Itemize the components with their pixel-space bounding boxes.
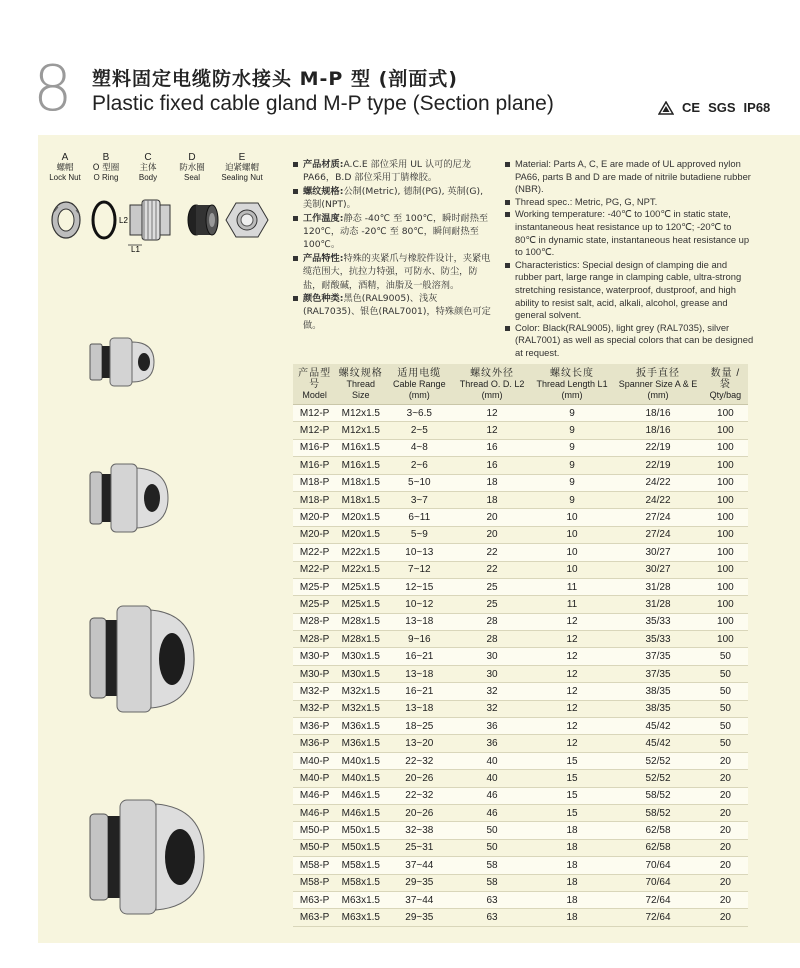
table-row xyxy=(293,457,748,474)
table-cell: 37/35 xyxy=(613,665,702,682)
table-cell: 72/64 xyxy=(613,909,702,926)
table-cell: 100 xyxy=(703,596,748,613)
table-cell: M16-P xyxy=(293,457,336,474)
table-cell: 31/28 xyxy=(613,596,702,613)
spec-en-item: Material: Parts A, C, E are made of UL approved nylon PA66, parts B and D are made of nitrile butadiene rubber (NBR). xyxy=(505,158,755,196)
table-cell: 18 xyxy=(531,891,613,908)
table-cell: 22 xyxy=(453,544,531,561)
table-cell: 9 xyxy=(531,422,613,439)
table-cell: 58/52 xyxy=(613,804,702,821)
table-cell: 62/58 xyxy=(613,839,702,856)
table-cell: 18 xyxy=(453,491,531,508)
exploded-parts-drawing xyxy=(46,195,276,255)
table-cell: M20x1.5 xyxy=(336,526,385,543)
table-row xyxy=(293,439,748,456)
table-cell: 20 xyxy=(703,804,748,821)
table-cell: 100 xyxy=(703,474,748,491)
table-cell: 30 xyxy=(453,648,531,665)
seal-drawing xyxy=(188,205,218,235)
column-header: 螺纹规格 Thread Size xyxy=(336,364,385,405)
table-cell: M25-P xyxy=(293,578,336,595)
part-c: C 主体 Body xyxy=(138,152,158,182)
table-cell: 13~18 xyxy=(385,700,453,717)
table-cell: 36 xyxy=(453,718,531,735)
table-cell: 100 xyxy=(703,509,748,526)
table-cell: 22/19 xyxy=(613,439,702,456)
table-cell: M12-P xyxy=(293,422,336,439)
table-cell: 38/35 xyxy=(613,700,702,717)
table-cell: 9 xyxy=(531,405,613,422)
table-cell: 50 xyxy=(453,839,531,856)
table-row xyxy=(293,857,748,874)
table-cell: 20 xyxy=(703,752,748,769)
table-row xyxy=(293,822,748,839)
table-cell: 50 xyxy=(703,683,748,700)
table-cell: 20 xyxy=(703,839,748,856)
table-cell: M58x1.5 xyxy=(336,857,385,874)
table-cell: M28-P xyxy=(293,613,336,630)
table-cell: M30x1.5 xyxy=(336,648,385,665)
table-cell: 22~32 xyxy=(385,752,453,769)
table-cell: 12 xyxy=(531,648,613,665)
table-cell: 12~15 xyxy=(385,578,453,595)
spec-en-item: Characteristics: Special design of clamping die and rubber part, large range in clamping cable, ultra-strong stretching resistance, waterproof, dustproof, and high ability to resist salt, acid, alkali, alcohol, grease and general solvent. xyxy=(505,259,755,322)
table-cell: M32-P xyxy=(293,700,336,717)
table-cell: 50 xyxy=(453,822,531,839)
table-cell: 20 xyxy=(453,509,531,526)
table-cell: 12 xyxy=(531,631,613,648)
spec-cn-item: 螺纹规格:公制(Metric), 德制(PG), 英制(G), 美制(NPT)。 xyxy=(293,185,493,212)
table-row xyxy=(293,631,748,648)
table-cell: 16~21 xyxy=(385,683,453,700)
table-cell: M58-P xyxy=(293,874,336,891)
table-cell: 32~38 xyxy=(385,822,453,839)
table-cell: 35/33 xyxy=(613,631,702,648)
table-header-row xyxy=(293,364,748,405)
table-row xyxy=(293,474,748,491)
table-cell: 12 xyxy=(453,405,531,422)
table-cell: 15 xyxy=(531,770,613,787)
table-row xyxy=(293,700,748,717)
table-cell: 20 xyxy=(703,822,748,839)
table-row xyxy=(293,561,748,578)
spec-cn-item: 颜色种类:黑色(RAL9005)、浅灰(RAL7035)、银色(RAL7001)，特殊颜色可定做。 xyxy=(293,292,493,332)
table-row xyxy=(293,909,748,926)
table-cell: 100 xyxy=(703,613,748,630)
table-row xyxy=(293,683,748,700)
table-cell: 100 xyxy=(703,439,748,456)
table-cell: 2~5 xyxy=(385,422,453,439)
table-body xyxy=(293,405,748,927)
section-number: 8 xyxy=(33,52,73,125)
table-cell: 18 xyxy=(531,874,613,891)
table-cell: 100 xyxy=(703,561,748,578)
table-cell: 30/27 xyxy=(613,544,702,561)
part-a: A 螺帽 Lock Nut xyxy=(49,152,81,182)
table-cell: 58/52 xyxy=(613,787,702,804)
title-english: Plastic fixed cable gland M-P type (Section plane) xyxy=(92,92,554,115)
table-cell: 100 xyxy=(703,544,748,561)
table-cell: 100 xyxy=(703,457,748,474)
table-row xyxy=(293,613,748,630)
table-cell: M63-P xyxy=(293,909,336,926)
part-b: B O 型圈 O Ring xyxy=(92,152,120,182)
table-cell: 37~44 xyxy=(385,857,453,874)
table-cell: 20 xyxy=(703,857,748,874)
table-cell: M20-P xyxy=(293,509,336,526)
specification-table xyxy=(293,364,748,927)
table-cell: 38/35 xyxy=(613,683,702,700)
table-cell: 20 xyxy=(703,770,748,787)
table-cell: 27/24 xyxy=(613,526,702,543)
table-cell: 58 xyxy=(453,874,531,891)
table-cell: 20 xyxy=(453,526,531,543)
table-row xyxy=(293,718,748,735)
table-cell: 13~20 xyxy=(385,735,453,752)
specs-english xyxy=(505,158,755,360)
table-cell: M58-P xyxy=(293,857,336,874)
table-cell: 22~32 xyxy=(385,787,453,804)
table-cell: 9 xyxy=(531,457,613,474)
page-header xyxy=(0,0,800,135)
gland-photo-small xyxy=(88,332,168,392)
table-cell: 10 xyxy=(531,544,613,561)
table-cell: M50-P xyxy=(293,822,336,839)
column-header: 数量 / 袋 Qty/bag xyxy=(703,364,748,405)
table-cell: M36x1.5 xyxy=(336,735,385,752)
table-cell: 100 xyxy=(703,631,748,648)
table-cell: M32x1.5 xyxy=(336,700,385,717)
table-cell: 10 xyxy=(531,526,613,543)
table-cell: 72/64 xyxy=(613,891,702,908)
table-cell: 7~12 xyxy=(385,561,453,578)
table-cell: 25 xyxy=(453,578,531,595)
table-cell: M50-P xyxy=(293,839,336,856)
table-cell: 4~8 xyxy=(385,439,453,456)
table-cell: 18~25 xyxy=(385,718,453,735)
table-cell: M40x1.5 xyxy=(336,770,385,787)
specs-chinese xyxy=(293,158,493,332)
table-cell: M30-P xyxy=(293,665,336,682)
table-cell: M40-P xyxy=(293,770,336,787)
table-cell: M12-P xyxy=(293,405,336,422)
table-cell: 16 xyxy=(453,457,531,474)
table-cell: 27/24 xyxy=(613,509,702,526)
table-cell: M22-P xyxy=(293,561,336,578)
table-cell: 10 xyxy=(531,509,613,526)
dimension-l2: L2 xyxy=(119,216,128,225)
table-cell: 22 xyxy=(453,561,531,578)
table-cell: M63-P xyxy=(293,891,336,908)
table-row xyxy=(293,491,748,508)
table-cell: 20~26 xyxy=(385,804,453,821)
table-row xyxy=(293,509,748,526)
title-chinese: 塑料固定电缆防水接头 M-P 型 (剖面式) xyxy=(92,68,458,90)
part-d: D 防水圈 Seal xyxy=(179,152,205,182)
table-cell: 20 xyxy=(703,909,748,926)
table-cell: 32 xyxy=(453,700,531,717)
table-cell: 50 xyxy=(703,665,748,682)
column-header: 产品型号 Model xyxy=(293,364,336,405)
table-cell: 36 xyxy=(453,735,531,752)
table-cell: 100 xyxy=(703,405,748,422)
table-row xyxy=(293,648,748,665)
ce-mark: CE xyxy=(682,100,701,115)
table-cell: 40 xyxy=(453,770,531,787)
table-cell: M30x1.5 xyxy=(336,665,385,682)
table-cell: 37/35 xyxy=(613,648,702,665)
table-cell: 29~35 xyxy=(385,874,453,891)
o-ring-drawing xyxy=(93,202,115,238)
table-cell: 28 xyxy=(453,631,531,648)
table-cell: M16-P xyxy=(293,439,336,456)
table-cell: 15 xyxy=(531,804,613,821)
table-cell: M36-P xyxy=(293,735,336,752)
part-e: E 迫紧螺帽 Sealing Nut xyxy=(221,152,263,182)
table-cell: 12 xyxy=(531,735,613,752)
table-cell: M22x1.5 xyxy=(336,544,385,561)
table-cell: 12 xyxy=(531,718,613,735)
table-cell: 32 xyxy=(453,683,531,700)
table-cell: 28 xyxy=(453,613,531,630)
table-cell: M32x1.5 xyxy=(336,683,385,700)
lock-nut-drawing xyxy=(52,202,80,238)
table-cell: 31/28 xyxy=(613,578,702,595)
table-cell: 24/22 xyxy=(613,474,702,491)
gland-photo-medium xyxy=(88,458,178,538)
table-cell: 20 xyxy=(703,874,748,891)
table-cell: 9 xyxy=(531,439,613,456)
table-cell: M25x1.5 xyxy=(336,596,385,613)
table-row xyxy=(293,422,748,439)
table-cell: 20 xyxy=(703,891,748,908)
table-cell: M12x1.5 xyxy=(336,405,385,422)
table-row xyxy=(293,578,748,595)
table-cell: M22x1.5 xyxy=(336,561,385,578)
table-cell: 100 xyxy=(703,491,748,508)
table-row xyxy=(293,596,748,613)
table-cell: 70/64 xyxy=(613,874,702,891)
table-row xyxy=(293,544,748,561)
table-cell: M40-P xyxy=(293,752,336,769)
certification-marks xyxy=(658,100,770,115)
table-row xyxy=(293,405,748,422)
table-row xyxy=(293,787,748,804)
table-cell: 18 xyxy=(531,909,613,926)
table-cell: 11 xyxy=(531,578,613,595)
table-cell: M46x1.5 xyxy=(336,787,385,804)
table-cell: 3~6.5 xyxy=(385,405,453,422)
table-cell: 50 xyxy=(703,700,748,717)
table-cell: M18x1.5 xyxy=(336,474,385,491)
table-cell: 100 xyxy=(703,422,748,439)
table-cell: 63 xyxy=(453,891,531,908)
table-cell: 6~11 xyxy=(385,509,453,526)
table-cell: M16x1.5 xyxy=(336,457,385,474)
table-cell: 5~9 xyxy=(385,526,453,543)
gland-photo-large xyxy=(88,598,198,720)
table-cell: 18/16 xyxy=(613,405,702,422)
table-cell: 16 xyxy=(453,439,531,456)
table-cell: M32-P xyxy=(293,683,336,700)
column-header: 适用电缆 Cable Range (mm) xyxy=(385,364,453,405)
table-cell: 40 xyxy=(453,752,531,769)
table-cell: M40x1.5 xyxy=(336,752,385,769)
table-row xyxy=(293,874,748,891)
table-cell: M50x1.5 xyxy=(336,839,385,856)
table-cell: M30-P xyxy=(293,648,336,665)
table-cell: 25~31 xyxy=(385,839,453,856)
table-row xyxy=(293,665,748,682)
table-row xyxy=(293,735,748,752)
table-cell: 13~18 xyxy=(385,665,453,682)
sealing-nut-drawing xyxy=(226,203,268,237)
table-cell: 24/22 xyxy=(613,491,702,508)
table-cell: 12 xyxy=(531,665,613,682)
table-cell: M46-P xyxy=(293,804,336,821)
spec-cn-item: 产品材质:A.C.E 部位采用 UL 认可的尼龙 PA66，B.D 部位采用丁腈橡胶。 xyxy=(293,158,493,185)
table-row xyxy=(293,839,748,856)
body-drawing xyxy=(119,200,170,254)
table-cell: M58x1.5 xyxy=(336,874,385,891)
table-cell: 46 xyxy=(453,787,531,804)
spec-en-item: Thread spec.: Metric, PG, G, NPT. xyxy=(505,196,755,209)
table-row xyxy=(293,770,748,787)
table-cell: 15 xyxy=(531,787,613,804)
spec-cn-item: 工作温度:静态 -40℃ 至 100℃，瞬时耐热至 120℃，动态 -20℃ 至 80℃，瞬间耐热至 100℃。 xyxy=(293,212,493,252)
table-cell: 11 xyxy=(531,596,613,613)
table-cell: M63x1.5 xyxy=(336,909,385,926)
table-cell: 25 xyxy=(453,596,531,613)
table-cell: 20~26 xyxy=(385,770,453,787)
table-cell: 12 xyxy=(453,422,531,439)
table-cell: 37~44 xyxy=(385,891,453,908)
table-cell: 15 xyxy=(531,752,613,769)
table-cell: 45/42 xyxy=(613,735,702,752)
table-cell: 46 xyxy=(453,804,531,821)
table-cell: 18 xyxy=(531,857,613,874)
table-cell: 100 xyxy=(703,526,748,543)
table-cell: 30/27 xyxy=(613,561,702,578)
dimension-l1: L1 xyxy=(131,245,140,254)
table-cell: M18x1.5 xyxy=(336,491,385,508)
table-cell: 18/16 xyxy=(613,422,702,439)
table-cell: 16~21 xyxy=(385,648,453,665)
table-cell: M12x1.5 xyxy=(336,422,385,439)
table-cell: 63 xyxy=(453,909,531,926)
table-cell: 20 xyxy=(703,787,748,804)
table-cell: M22-P xyxy=(293,544,336,561)
table-cell: 9~16 xyxy=(385,631,453,648)
table-cell: 29~35 xyxy=(385,909,453,926)
table-cell: 58 xyxy=(453,857,531,874)
table-cell: 10~12 xyxy=(385,596,453,613)
table-cell: 3~7 xyxy=(385,491,453,508)
table-cell: 12 xyxy=(531,700,613,717)
ip68-mark: IP68 xyxy=(743,100,771,115)
sgs-mark: SGS xyxy=(708,100,736,115)
table-cell: 50 xyxy=(703,718,748,735)
table-cell: 18 xyxy=(453,474,531,491)
column-header: 扳手直径 Spanner Size A & E (mm) xyxy=(613,364,702,405)
table-cell: 18 xyxy=(531,839,613,856)
table-cell: M25-P xyxy=(293,596,336,613)
table-cell: 9 xyxy=(531,474,613,491)
table-row xyxy=(293,752,748,769)
table-cell: 45/42 xyxy=(613,718,702,735)
table-cell: 5~10 xyxy=(385,474,453,491)
table-cell: M18-P xyxy=(293,491,336,508)
table-cell: M36-P xyxy=(293,718,336,735)
table-cell: M20x1.5 xyxy=(336,509,385,526)
table-cell: 18 xyxy=(531,822,613,839)
table-row xyxy=(293,804,748,821)
table-cell: 35/33 xyxy=(613,613,702,630)
table-cell: M20-P xyxy=(293,526,336,543)
table-cell: M46-P xyxy=(293,787,336,804)
table-cell: 52/52 xyxy=(613,752,702,769)
table-cell: M46x1.5 xyxy=(336,804,385,821)
table-cell: M28x1.5 xyxy=(336,631,385,648)
table-cell: M63x1.5 xyxy=(336,891,385,908)
table-cell: 12 xyxy=(531,683,613,700)
table-cell: 22/19 xyxy=(613,457,702,474)
column-header: 螺纹长度 Thread Length L1 (mm) xyxy=(531,364,613,405)
table-cell: M25x1.5 xyxy=(336,578,385,595)
table-cell: 12 xyxy=(531,613,613,630)
table-cell: 100 xyxy=(703,578,748,595)
table-cell: 13~18 xyxy=(385,613,453,630)
table-cell: 50 xyxy=(703,735,748,752)
spec-en-item: Working temperature: -40℃ to 100℃ in static state, instantaneous heat resistance up to 120℃; -20℃ to 80℃ in dynamic state, instantaneous heat resistance up to 100℃. xyxy=(505,208,755,258)
table-row xyxy=(293,526,748,543)
table-cell: 50 xyxy=(703,648,748,665)
table-cell: 9 xyxy=(531,491,613,508)
table-cell: 10 xyxy=(531,561,613,578)
table-cell: M36x1.5 xyxy=(336,718,385,735)
table-cell: 62/58 xyxy=(613,822,702,839)
table-cell: M50x1.5 xyxy=(336,822,385,839)
table-cell: 2~6 xyxy=(385,457,453,474)
table-row xyxy=(293,891,748,908)
gland-photo-xlarge xyxy=(88,792,208,922)
tuv-triangle-icon xyxy=(658,101,674,115)
column-header: 螺纹外径 Thread O. D. L2 (mm) xyxy=(453,364,531,405)
table-cell: M16x1.5 xyxy=(336,439,385,456)
table-cell: M18-P xyxy=(293,474,336,491)
table-cell: 52/52 xyxy=(613,770,702,787)
table-cell: M28-P xyxy=(293,631,336,648)
table-cell: 10~13 xyxy=(385,544,453,561)
spec-cn-item: 产品特性:特殊的夹紧爪与橡胶件设计，夹紧电缆范围大，抗拉力特强，可防水、防尘，防盐，耐酸碱，酒精，油脂及一般溶剂。 xyxy=(293,252,493,292)
table-cell: M28x1.5 xyxy=(336,613,385,630)
table-cell: 70/64 xyxy=(613,857,702,874)
table-cell: 30 xyxy=(453,665,531,682)
spec-en-item: Color: Black(RAL9005), light grey (RAL7035), silver (RAL7001) as well as special colors that can be designed at request. xyxy=(505,322,755,360)
